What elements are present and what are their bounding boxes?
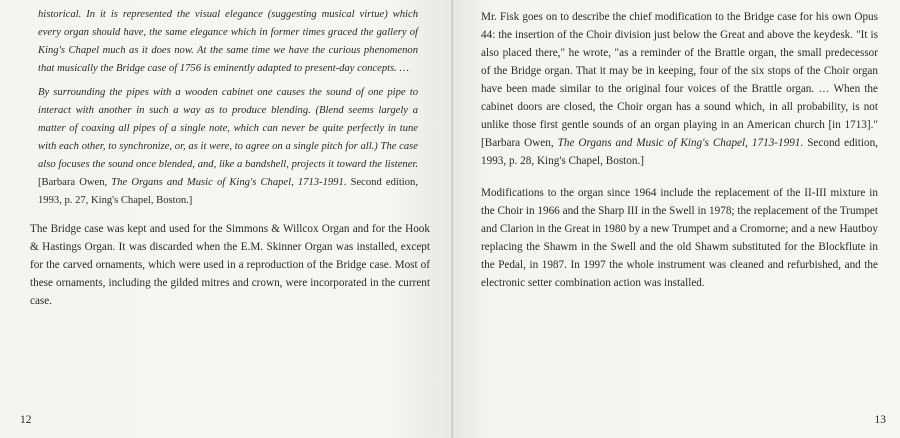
block-quote-2: [30, 84, 430, 210]
block-quote-2-text: By surrounding the pipes with a wooden cabinet one causes the sound of one pipe to interact with another in such a way as to produce blending. (Blend seems largely a matter of coaxing all pipes of a single note, which can never be quite perfectly in tune with each other, to synchronize, or, as it were, to agree on a single pitch for all.) The case also focuses the sound once blended, and, like a bandshell, projects it toward the listener.: [38, 87, 418, 170]
page-number-left: 12: [20, 414, 32, 426]
citation-book-title: The Organs and Music of King's Chapel, 1713-1991: [111, 177, 344, 188]
body-paragraph-1: [481, 8, 878, 170]
block-quote-1: historical. In it is represented the visual elegance (suggesting musical virtue) which every organ should have, the same elegance which in former times graced the gallery of King's Chapel much as it does now. At the same time we have the curious phenomenon that musically the Bridge case of 1756 is eminently adapted to present-day concepts. …: [38, 9, 418, 74]
citation-suffix: . Second edition, 1993, p. 28, King's Chapel, Boston.]: [481, 137, 878, 167]
citation-prefix: [Barbara Owen,: [38, 177, 112, 188]
citation-suffix: . Second edition, 1993, p. 27, King's Chapel, Boston.]: [38, 177, 418, 206]
body-paragraph: The Bridge case was kept and used for the Simmons & Willcox Organ and for the Hook & Hastings Organ. It was discarded when the E.M. Skinner Organ was installed, except for the carved ornaments, which were used in a reproduction of the Bridge case. Most of these ornaments, including the gilded mitres and crown, were incorporated in the current case.: [30, 223, 430, 307]
block-quote-2-citation: [38, 177, 418, 206]
body-paragraph-2: Modifications to the organ since 1964 include the replacement of the II-III mixture in the Choir in 1966 and the Sharp III in the Swell in 1978; the replacement of the Trumpet and Clarion in the Great in 1980 by a new Trumpet and a Cromorne; and a new Hautboy replacing the Shawm in the Swell and the old Shawm substituted for the Blockflute in the Pedal, in 1987. In 1997 the whole instrument was cleaned and refurbished, and the electronic setter combination action was installed.: [481, 187, 878, 289]
paragraph-1-text: Mr. Fisk goes on to describe the chief modification to the Bridge case for his own Opus 44: the insertion of the Choir division just below the Great and above the keydesk. "It is also placed there," he wrote, "as a reminder of the Brattle organ, the small predecessor of the Bridge organ. That it may be in keeping, four of the six stops of the Choir organ have been made similar to the original four voices of the Brattle organ. … When the cabinet doors are closed, the Choir organ has a sound which, in all probability, is not unlike those first gentle sounds of an organ playing in an American church [in 1713]." [Barbara Owen,: [481, 11, 878, 149]
right-page: [452, 0, 900, 438]
page-number-right: 13: [874, 414, 886, 426]
citation-book-title: The Organs and Music of King's Chapel, 1713-1991: [557, 137, 801, 149]
